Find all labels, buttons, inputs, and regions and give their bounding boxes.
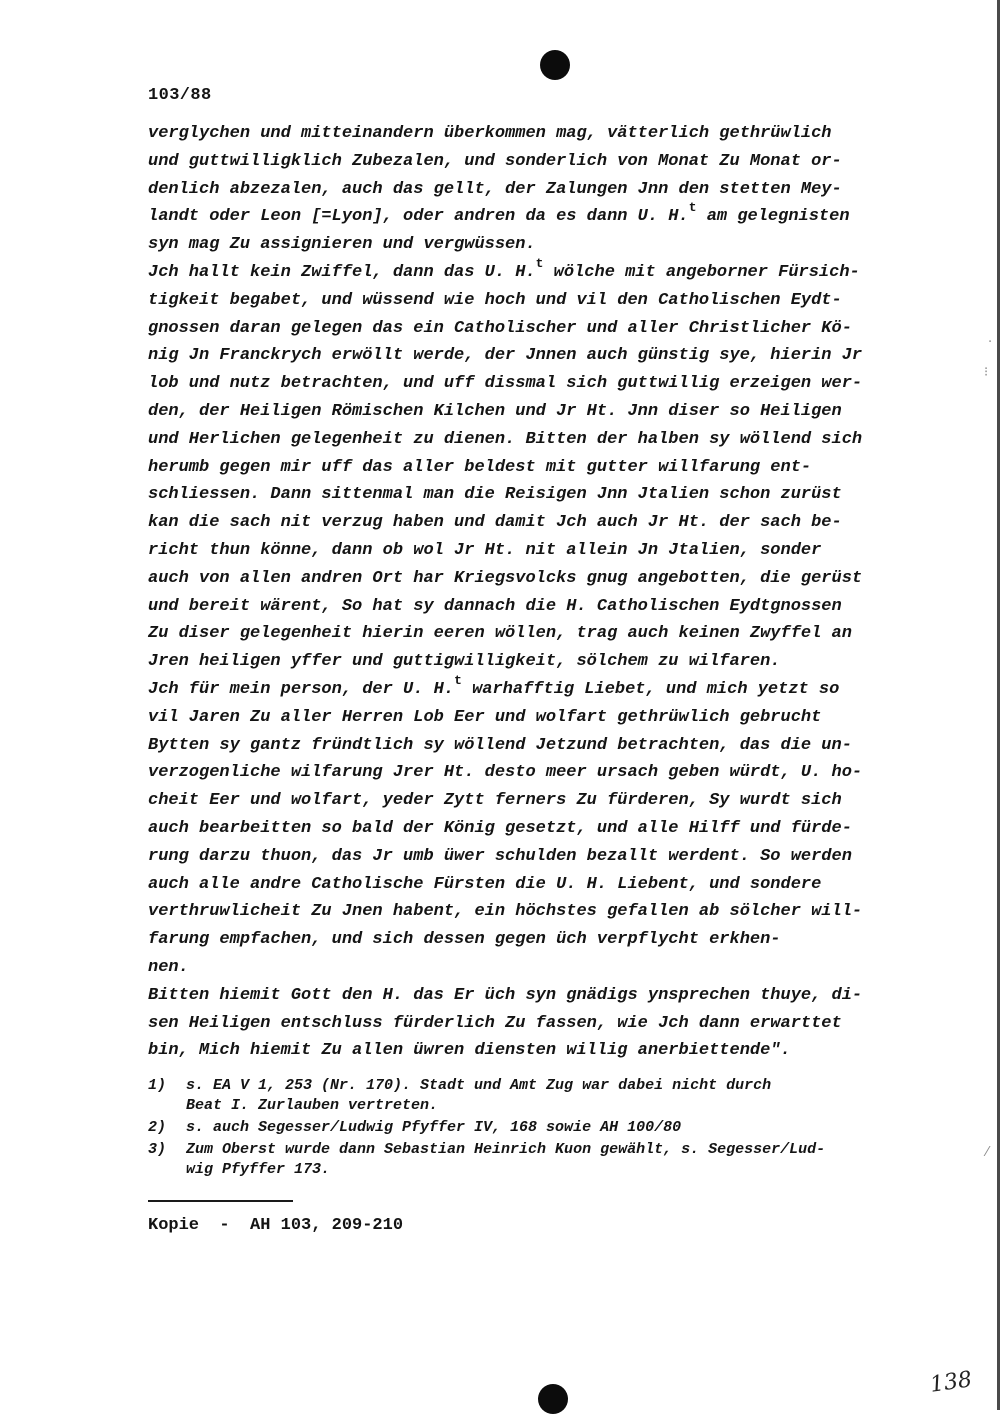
- body-line-text: den, der Heiligen Römischen Kilchen und Jr Ht. Jnn diser so Heiligen: [148, 401, 842, 421]
- footnote-text: [186, 1140, 918, 1180]
- footnote-line: Beat I. Zurlauben vertreten.: [186, 1097, 439, 1114]
- body-line-text: und Herlichen gelegenheit zu dienen. Bitten der halben sy wöllend sich: [148, 429, 863, 449]
- footnote-line: s. EA V 1, 253 (Nr. 170). Stadt und Amt Zug war dabei nicht durch: [186, 1077, 772, 1094]
- body-line-text: farung empfachen, und sich dessen gegen üch verpflycht erkhen-: [148, 930, 781, 950]
- body-line: [148, 1010, 918, 1038]
- body-line: [148, 287, 918, 315]
- body-line-text: schliessen. Dann sittenmal man die Reisigen Jnn Jtalien schon zurüst: [148, 485, 842, 505]
- body-line-text: und guttwilligklich Zubezalen, und sonderlich von Monat Zu Monat or-: [148, 151, 842, 171]
- body-line: [148, 704, 918, 732]
- body-line-text: warhafftig Liebet, und mich yetzt so: [461, 679, 840, 699]
- page-number: 103/88: [148, 86, 212, 105]
- superscript: t: [688, 200, 697, 216]
- body-line-text: Jch für mein person, der U. H.: [148, 679, 455, 699]
- footnote-line: s. auch Segesser/Ludwig Pfyffer IV, 168 sowie AH 100/80: [186, 1119, 682, 1136]
- body-line-text: auch bearbeitten so bald der König gesetzt, und alle Hilff und fürde-: [148, 818, 852, 838]
- body-line-text: rung darzu thuon, das Jr umb üwer schulden bezallt werdent. So werden: [148, 846, 852, 866]
- body-line: [148, 620, 918, 648]
- body-line-text: verthruwlicheit Zu Jnen habent, ein höchstes gefallen ab sölcher will-: [148, 902, 863, 922]
- letter-body: [148, 120, 918, 1065]
- source-reference: Kopie - AH 103, 209-210: [148, 1216, 404, 1235]
- body-line-text: tigkeit begabet, und wüssend wie hoch und vil den Catholischen Eydt-: [148, 290, 842, 310]
- body-line: [148, 898, 918, 926]
- handwritten-folio-number: 138: [928, 1367, 974, 1398]
- body-line-text: syn mag Zu assignieren und vergwüssen.: [148, 235, 536, 255]
- body-line: [148, 871, 918, 899]
- body-line: [148, 648, 918, 676]
- body-line-text: herumb gegen mir uff das aller beldest mit gutter willfarung ent-: [148, 457, 812, 477]
- superscript: t: [535, 255, 544, 271]
- margin-speck: ⁄: [986, 1145, 989, 1160]
- body-line: [148, 255, 918, 287]
- footnote-number: 3): [148, 1141, 167, 1158]
- body-line: [148, 672, 918, 704]
- body-line: [148, 426, 918, 454]
- body-line-text: landt oder Leon [=Lyon], oder andren da es dann U. H.: [148, 207, 689, 227]
- body-line: [148, 565, 918, 593]
- body-line: [148, 342, 918, 370]
- body-line: [148, 315, 918, 343]
- body-line: [148, 732, 918, 760]
- body-line: [148, 454, 918, 482]
- body-line: [148, 509, 918, 537]
- body-line: [148, 231, 918, 259]
- body-line: [148, 537, 918, 565]
- body-line-text: sen Heiligen entschluss fürderlich Zu fassen, wie Jch dann erwarttet: [148, 1013, 842, 1033]
- body-line-text: nen.: [148, 957, 189, 977]
- body-line: [148, 481, 918, 509]
- body-line-text: am gelegnisten: [696, 207, 850, 227]
- body-line: [148, 120, 918, 148]
- footnote: [148, 1118, 918, 1138]
- body-line: [148, 148, 918, 176]
- body-line-text: Jch hallt kein Zwiffel, dann das U. H.: [148, 262, 536, 282]
- body-line-text: Bytten sy gantz fründtlich sy wöllend Jetzund betrachten, das die un-: [148, 735, 852, 755]
- body-line-text: bin, Mich hiemit Zu allen üwren diensten willig anerbiettende".: [148, 1041, 791, 1061]
- footnote-text: [186, 1118, 918, 1138]
- footnotes: [148, 1076, 918, 1182]
- footnote-number: 2): [148, 1119, 167, 1136]
- body-line-text: auch von allen andren Ort har Kriegsvolcks gnug angebotten, die gerüst: [148, 568, 863, 588]
- body-line-text: lob und nutz betrachten, und uff dissmal sich guttwillig erzeigen wer-: [148, 374, 863, 394]
- body-line-text: Jren heiligen yffer und guttigwilligkeit, sölchem zu wilfaren.: [148, 652, 781, 672]
- body-line-text: vil Jaren Zu aller Herren Lob Eer und wolfart gethrüwlich gebrucht: [148, 707, 822, 727]
- body-line: [148, 1037, 918, 1065]
- body-line: [148, 370, 918, 398]
- body-line: [148, 926, 918, 954]
- body-line-text: nig Jn Franckrych erwöllt werde, der Jnnen auch günstig sye, hierin Jr: [148, 346, 863, 366]
- body-line-text: denlich abzezalen, auch das gellt, der Zalungen Jnn den stetten Mey-: [148, 179, 842, 199]
- footnote-line: wig Pfyffer 173.: [186, 1161, 331, 1178]
- body-line-text: richt thun könne, dann ob wol Jr Ht. nit allein Jn Jtalien, sonder: [148, 540, 822, 560]
- body-line: [148, 593, 918, 621]
- body-line-text: gnossen daran gelegen das ein Catholischer und aller Christlicher Kö-: [148, 318, 852, 338]
- margin-speck: ⁝: [984, 365, 989, 380]
- footnote-line: Zum Oberst wurde dann Sebastian Heinrich Kuon gewählt, s. Segesser/Lud-: [186, 1141, 826, 1158]
- body-line-text: Bitten hiemit Gott den H. das Er üch syn gnädigs ynsprechen thuye, di-: [148, 985, 863, 1005]
- footnote-number: 1): [148, 1077, 167, 1094]
- body-line: [148, 176, 918, 204]
- source-separator-rule: [148, 1200, 293, 1202]
- footnote: [148, 1140, 918, 1180]
- footnote: [148, 1076, 918, 1116]
- body-line-text: Zu diser gelegenheit hierin eeren wöllen, trag auch keinen Zwyffel an: [148, 624, 852, 644]
- margin-speck: ·: [988, 335, 993, 350]
- superscript: t: [454, 672, 462, 688]
- body-line: [148, 843, 918, 871]
- punch-hole-top: [540, 50, 570, 80]
- body-line-text: verzogenliche wilfarung Jrer Ht. desto meer ursach geben würdt, U. ho-: [148, 763, 863, 783]
- body-line: [148, 787, 918, 815]
- body-line-text: auch alle andre Catholische Fürsten die U. H. Liebent, und sondere: [148, 874, 822, 894]
- body-line: [148, 398, 918, 426]
- body-line-text: wölche mit angeborner Fürsich-: [543, 262, 860, 282]
- body-line: [148, 954, 918, 982]
- body-line-text: verglychen und mitteinandern überkommen mag, vätterlich gethrüwlich: [148, 124, 832, 143]
- footnote-text: [186, 1076, 918, 1116]
- body-line: [148, 759, 918, 787]
- body-line-text: kan die sach nit verzug haben und damit Jch auch Jr Ht. der sach be-: [148, 513, 842, 533]
- body-line: [148, 815, 918, 843]
- body-line-text: cheit Eer und wolfart, yeder Zytt ferners Zu fürderen, Sy wurdt sich: [148, 791, 842, 811]
- body-line-text: und bereit wärent, So hat sy dannach die H. Catholischen Eydtgnossen: [148, 596, 842, 616]
- body-line: [148, 982, 918, 1010]
- body-line: [148, 200, 918, 231]
